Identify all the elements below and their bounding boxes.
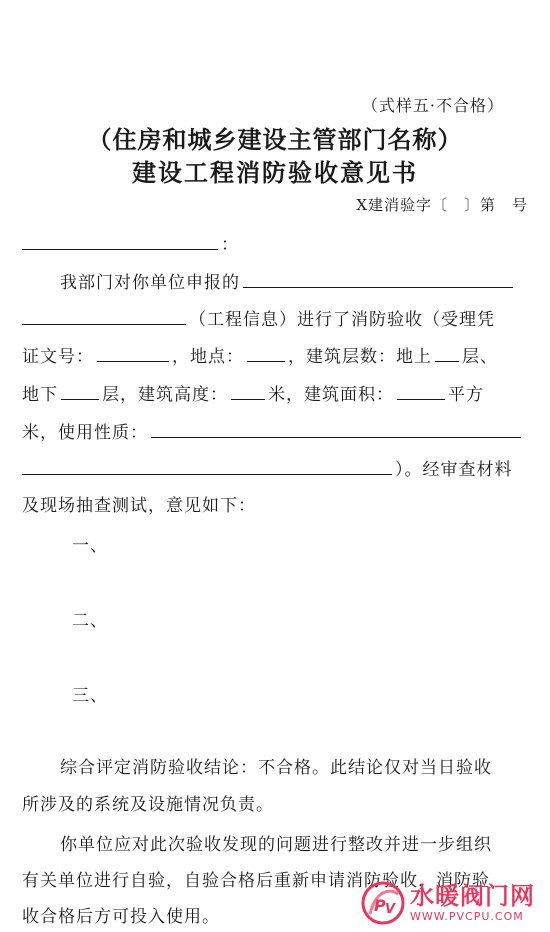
opinion-item-2: 二、 [72,611,108,631]
floors-below-blank [61,398,99,400]
body-line-4 [22,380,484,405]
body-line-7: 及现场抽查测试，意见如下： [22,496,256,516]
authority-name-title: （住房和城乡建设主管部门名称） [87,125,463,154]
site-watermark [360,874,550,932]
rectify-line-3: 收合格后方可投入使用。 [22,907,220,927]
form-template-label: （式样五·不合格） [361,96,504,115]
line2-text: （工程信息）进行了消防验收（受理凭 [189,310,495,330]
line4-prefix: 地下 [22,385,58,405]
line4-suffix: 平方 [448,385,484,405]
project-info-blank [22,323,186,325]
line1-text: 我部门对你单位申报的 [60,273,240,293]
opinion-item-1: 一、 [72,536,108,556]
area-blank [397,398,445,400]
floors-above-blank [435,360,459,362]
pv-logo-icon [360,880,406,926]
rectify-line-2: 有关单位进行自验，自验合格后重新申请消防验收，消防验 [22,871,490,891]
body-line-1 [60,268,516,293]
body-line-3 [22,342,498,367]
rectify-line-1: 你单位应对此次验收发现的问题进行整改并进一步组织 [60,835,492,855]
height-blank [231,398,265,400]
watermark-site-url: WWW.PVCPU.COM [410,910,524,923]
project-name-blank [243,286,513,288]
line5-prefix: 米，使用性质： [22,423,148,443]
usage-continued-blank [22,473,392,475]
body-line-2 [22,305,495,330]
location-blank [247,360,285,362]
line4-height-label: 层，建筑高度： [102,385,228,405]
line6-suffix: ）。经审查材料 [395,460,513,480]
addressee-blank [22,248,218,250]
body-line-6 [22,455,513,480]
svg-text:V: V [385,902,396,917]
addressee-colon: ： [221,235,239,255]
body-line-5 [22,418,524,443]
line4-area-label: 米，建筑面积： [268,385,394,405]
document-number: X建消验字〔 〕第 号 [356,196,528,214]
line3-prefix: 证文号： [22,347,94,367]
line3-floors-label: ，建筑层数：地上 [288,347,432,367]
watermark-site-name: 水暖阀门网 [410,882,535,910]
line3-suffix: 层、 [462,347,498,367]
conclusion-line-1: 综合评定消防验收结论：不合格。此结论仅对当日验收 [60,758,492,778]
addressee-line [22,230,239,255]
document-title: 建设工程消防验收意见书 [132,158,418,187]
conclusion-line-2: 所涉及的系统及设施情况负责。 [22,795,274,815]
usage-blank [151,436,521,438]
svg-text:P: P [374,896,386,915]
opinion-item-3: 三、 [72,686,108,706]
line3-location-label: ，地点： [172,347,244,367]
acceptance-number-blank [97,360,169,362]
